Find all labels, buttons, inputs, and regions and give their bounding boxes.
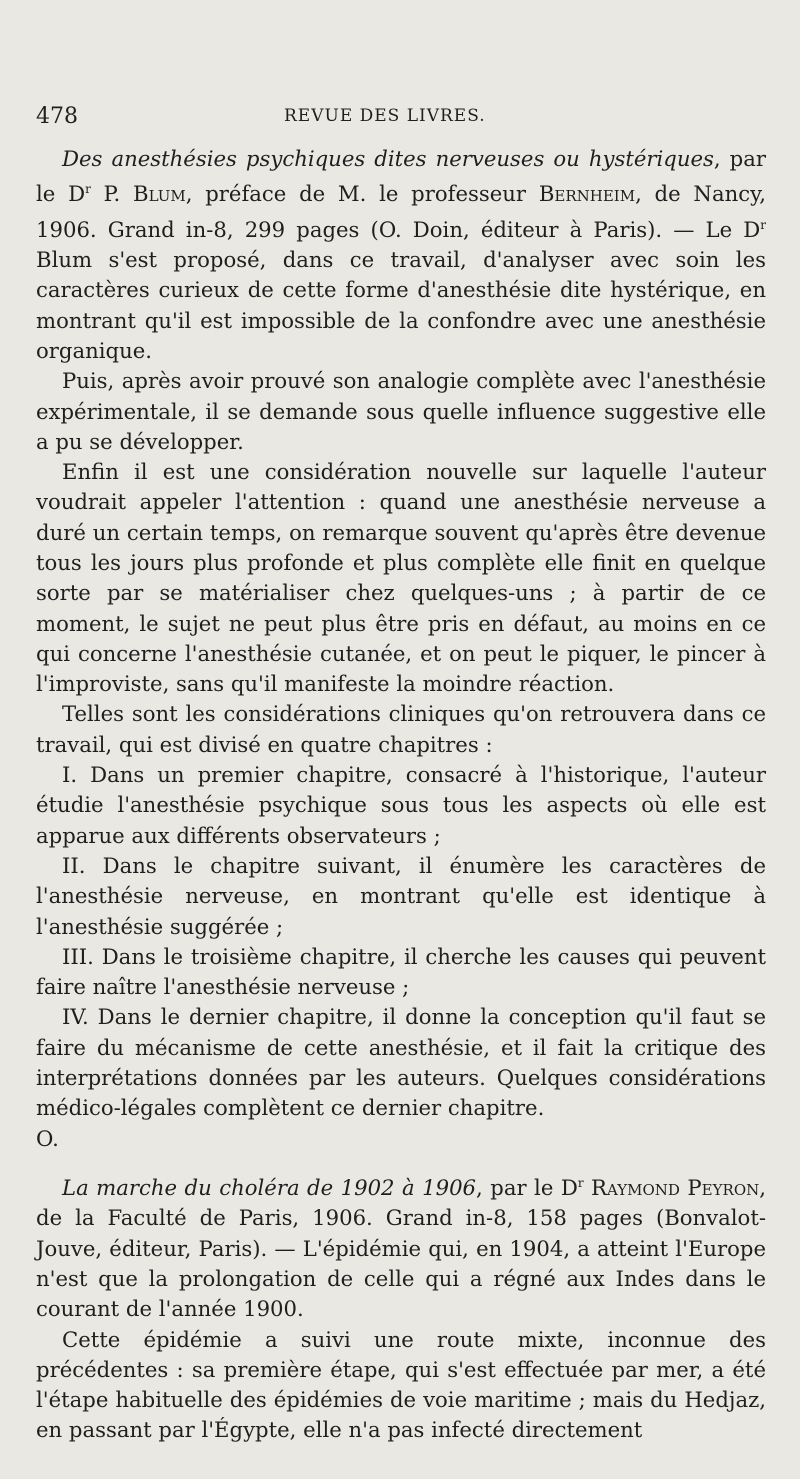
paragraph: Cette épidémie a suivi une route mixte, inconnue des précédentes : sa première étape, qui s'est effectuée par mer, a été l'étape habituelle des épidémies de voie maritime ; mais du Hedjaz, en passant par l'Égypte, elle n'a pas infecté directement (36, 1326, 766, 1443)
running-title: REVUE DES LIVRES. (284, 106, 486, 126)
review-peyron-intro: La marche du choléra de 1902 à 1906, par le $D^r$ Raymond Peyron, de la Faculté de Paris, 1906. Grand in-8, 158 pages (Bonvalot-Jouve, éditeur, Paris). — L'épidémie qui, en 1904, a atteint l'Europe n'est que la prolongation de celle qui a régné aux Indes dans le courant de l'année 1900. (36, 1175, 766, 1322)
chapter-item: III. Dans le troisième chapitre, il cherche les causes qui peuvent faire naître l'anesthésie nerveuse ; (36, 943, 766, 1000)
page-number: 478 (36, 104, 78, 129)
review-peyron (36, 1168, 766, 1446)
page-header (36, 104, 766, 134)
review-blum (36, 144, 766, 1154)
paragraph: Enfin il est une considération nouvelle sur laquelle l'auteur voudrait appeler l'attention : quand une anesthésie nerveuse a duré un certain temps, on remarque souvent qu'après être devenue tous les jours plus profonde et plus complète elle finit en quelque sorte par se matérialiser chez quelques-uns ; à partir de ce moment, le sujet ne peut plus être pris en défaut, au moins en ce qui concerne l'anesthésie cutanée, et on peut le piquer, le pincer à l'improviste, sans qu'il manifeste la moindre réaction. (36, 459, 766, 697)
chapter-item: I. Dans un premier chapitre, consacré à l'historique, l'auteur étudie l'anesthésie psychique sous tous les aspects où elle est apparue aux différents observateurs ; (36, 762, 766, 848)
preface-author: Bernheim (538, 181, 636, 207)
chapter-item: II. Dans le chapitre suivant, il énumère les caractères de l'anesthésie nerveuse, en montrant qu'elle est identique à l'anesthésie suggérée ; (36, 852, 766, 939)
paragraph: Telles sont les considérations cliniques qu'on retrouvera dans ce travail, qui est divisé en quatre chapitres : (36, 701, 766, 757)
author-name: Blum (133, 181, 186, 207)
book-title: Des anesthésies psychiques dites nerveuses ou hystériques (62, 146, 714, 171)
review-blum-intro: Des anesthésies psychiques dites nerveuses ou hystériques, par le $D^r$ P. Blum, préface de M. le professeur Bernheim, de Nancy, 1906. Grand in-8, 299 pages (O. Doin, éditeur à Paris). — Le $D^r$ Blum s'est proposé, dans ce travail, d'analyser avec soin les caractères curieux de cette forme d'anesthésie dite hystérique, en montrant qu'il est impossible de la confondre avec une anesthésie organique. (36, 146, 767, 363)
paragraph: Puis, après avoir prouvé son analogie complète avec l'anesthésie expérimentale, il se demande sous quelle influence suggestive elle a pu se développer. (36, 368, 766, 454)
chapter-item: IV. Dans le dernier chapitre, il donne la conception qu'il faut se faire du mécanisme de cette anesthésie, et il fait la critique des interprétations données par les auteurs. Quelques considérations médico-légales complètent ce dernier chapitre. (36, 1004, 766, 1121)
review-signature: O. (36, 1125, 59, 1151)
author-name: Raymond Peyron (583, 1175, 760, 1201)
book-title: La marche du choléra de 1902 à 1906 (62, 1175, 477, 1201)
